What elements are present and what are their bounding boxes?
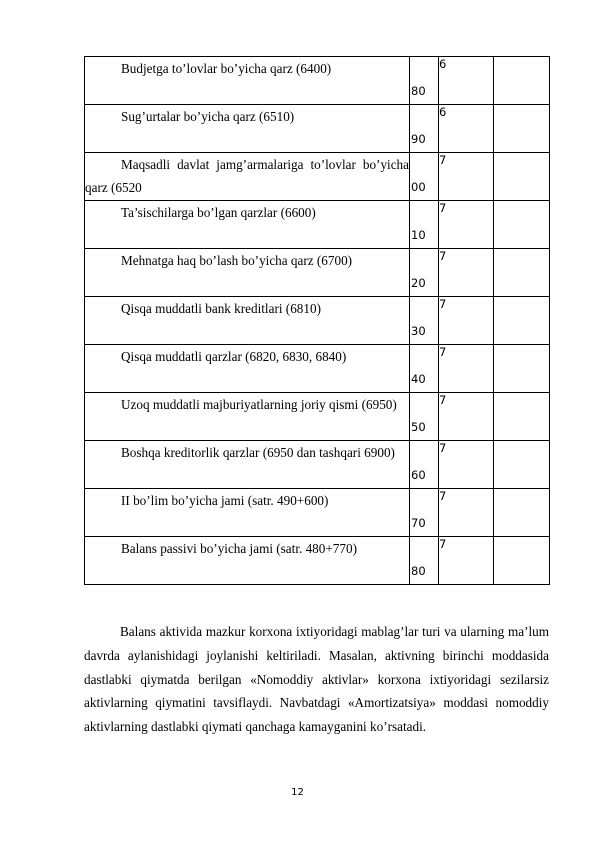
row-item-label: Uzoq muddatli majburiyatlarning joriy qismi (6950) <box>121 397 397 412</box>
row-line-code-part1 <box>439 489 494 537</box>
table-row <box>85 57 550 105</box>
row-line-code-part2 <box>410 393 439 441</box>
row-value-cell <box>494 249 550 297</box>
row-line-code-part1 <box>439 441 494 489</box>
table-row <box>85 297 550 345</box>
row-code-prefix: 6 <box>439 105 447 119</box>
row-code-prefix: 7 <box>439 537 447 551</box>
row-item-name <box>85 249 410 297</box>
row-line-code-part2 <box>410 489 439 537</box>
table-row <box>85 393 550 441</box>
row-line-code-part2 <box>410 249 439 297</box>
table-row <box>85 249 550 297</box>
row-code-prefix: 7 <box>439 441 447 455</box>
row-value-cell <box>494 345 550 393</box>
row-item-name <box>85 537 410 585</box>
row-line-code-part2 <box>410 345 439 393</box>
row-value-cell <box>494 201 550 249</box>
row-line-code-part1 <box>439 153 494 201</box>
row-code-prefix: 6 <box>439 57 447 71</box>
page-number: 12 <box>291 787 304 798</box>
row-code-suffix: 10 <box>411 228 426 242</box>
row-line-code-part2 <box>410 57 439 105</box>
row-code-prefix: 7 <box>439 201 447 215</box>
row-code-suffix: 50 <box>411 420 426 434</box>
table-row <box>85 201 550 249</box>
row-code-prefix: 7 <box>439 393 447 407</box>
row-line-code-part1 <box>439 297 494 345</box>
paragraph-text: Balans aktivida mazkur korxona ixtiyoridagi mablag’lar turi va ularning ma’lum davrda aylanishidagi joylanishi keltiriladi. Masalan, aktivning birinchi moddasida dastlabki qiymatda berilgan «Nomoddiy aktivlar» korxona ixtiyoridagi sezilarsiz aktivlarning qiymatini tavsiflaydi. Navbatdagi «Amortizatsiya» moddasi nomoddiy aktivlarning dastlabki qiymati qanchaga kamayganini ko’rsatadi. <box>84 624 549 735</box>
row-value-cell <box>494 489 550 537</box>
row-item-name <box>85 57 410 105</box>
row-item-name <box>85 489 410 537</box>
row-code-suffix: 70 <box>411 516 426 530</box>
row-item-label: Boshqa kreditorlik qarzlar (6950 dan tashqari 6900) <box>121 445 395 460</box>
row-item-label: Qisqa muddatli bank kreditlari (6810) <box>121 301 321 316</box>
row-code-suffix: 60 <box>411 468 426 482</box>
row-code-suffix: 40 <box>411 372 426 386</box>
row-value-cell <box>494 393 550 441</box>
row-item-label: Maqsadli davlat jamg’armalariga to’lovlar bo’yicha qarz (6520 <box>85 157 409 195</box>
row-value-cell <box>494 441 550 489</box>
row-item-label: Balans passivi bo’yicha jami (satr. 480+770) <box>121 541 357 556</box>
row-code-prefix: 7 <box>439 489 447 503</box>
row-line-code-part2 <box>410 297 439 345</box>
row-code-suffix: 20 <box>411 276 426 290</box>
table-row <box>85 537 550 585</box>
row-code-suffix: 00 <box>411 180 426 194</box>
row-value-cell <box>494 153 550 201</box>
row-value-cell <box>494 105 550 153</box>
row-code-prefix: 7 <box>439 345 447 359</box>
row-line-code-part1 <box>439 105 494 153</box>
balance-liabilities-table <box>84 56 550 585</box>
table-row <box>85 489 550 537</box>
row-item-label: Mehnatga haq bo’lash bo’yicha qarz (6700) <box>121 253 353 268</box>
row-value-cell <box>494 57 550 105</box>
row-item-name <box>85 393 410 441</box>
row-line-code-part1 <box>439 345 494 393</box>
row-item-name <box>85 153 410 201</box>
table-row <box>85 153 550 201</box>
row-item-name <box>85 201 410 249</box>
row-item-name <box>85 441 410 489</box>
row-line-code-part1 <box>439 537 494 585</box>
row-line-code-part1 <box>439 393 494 441</box>
table-row <box>85 345 550 393</box>
row-item-label: Qisqa muddatli qarzlar (6820, 6830, 6840) <box>121 349 347 364</box>
row-line-code-part2 <box>410 201 439 249</box>
row-item-label: Sug’urtalar bo’yicha qarz (6510) <box>121 109 295 124</box>
body-paragraph <box>84 620 549 739</box>
row-item-label: Budjetga to’lovlar bo’yicha qarz (6400) <box>121 61 332 76</box>
table-body <box>85 57 550 585</box>
row-line-code-part2 <box>410 441 439 489</box>
row-code-prefix: 7 <box>439 153 447 167</box>
table-row <box>85 441 550 489</box>
row-item-name <box>85 297 410 345</box>
row-line-code-part2 <box>410 537 439 585</box>
row-value-cell <box>494 297 550 345</box>
row-code-prefix: 7 <box>439 249 447 263</box>
row-code-suffix: 30 <box>411 324 426 338</box>
row-value-cell <box>494 537 550 585</box>
row-line-code-part1 <box>439 57 494 105</box>
row-code-suffix: 90 <box>411 132 426 146</box>
row-line-code-part1 <box>439 249 494 297</box>
row-item-label: Ta’sischilarga bo’lgan qarzlar (6600) <box>121 205 316 220</box>
row-code-suffix: 80 <box>411 564 426 578</box>
row-line-code-part1 <box>439 201 494 249</box>
row-code-prefix: 7 <box>439 297 447 311</box>
row-line-code-part2 <box>410 153 439 201</box>
row-code-suffix: 80 <box>411 84 426 98</box>
row-item-name <box>85 105 410 153</box>
table-row <box>85 105 550 153</box>
row-item-name <box>85 345 410 393</box>
row-item-label: II bo’lim bo’yicha jami (satr. 490+600) <box>121 493 329 508</box>
row-line-code-part2 <box>410 105 439 153</box>
